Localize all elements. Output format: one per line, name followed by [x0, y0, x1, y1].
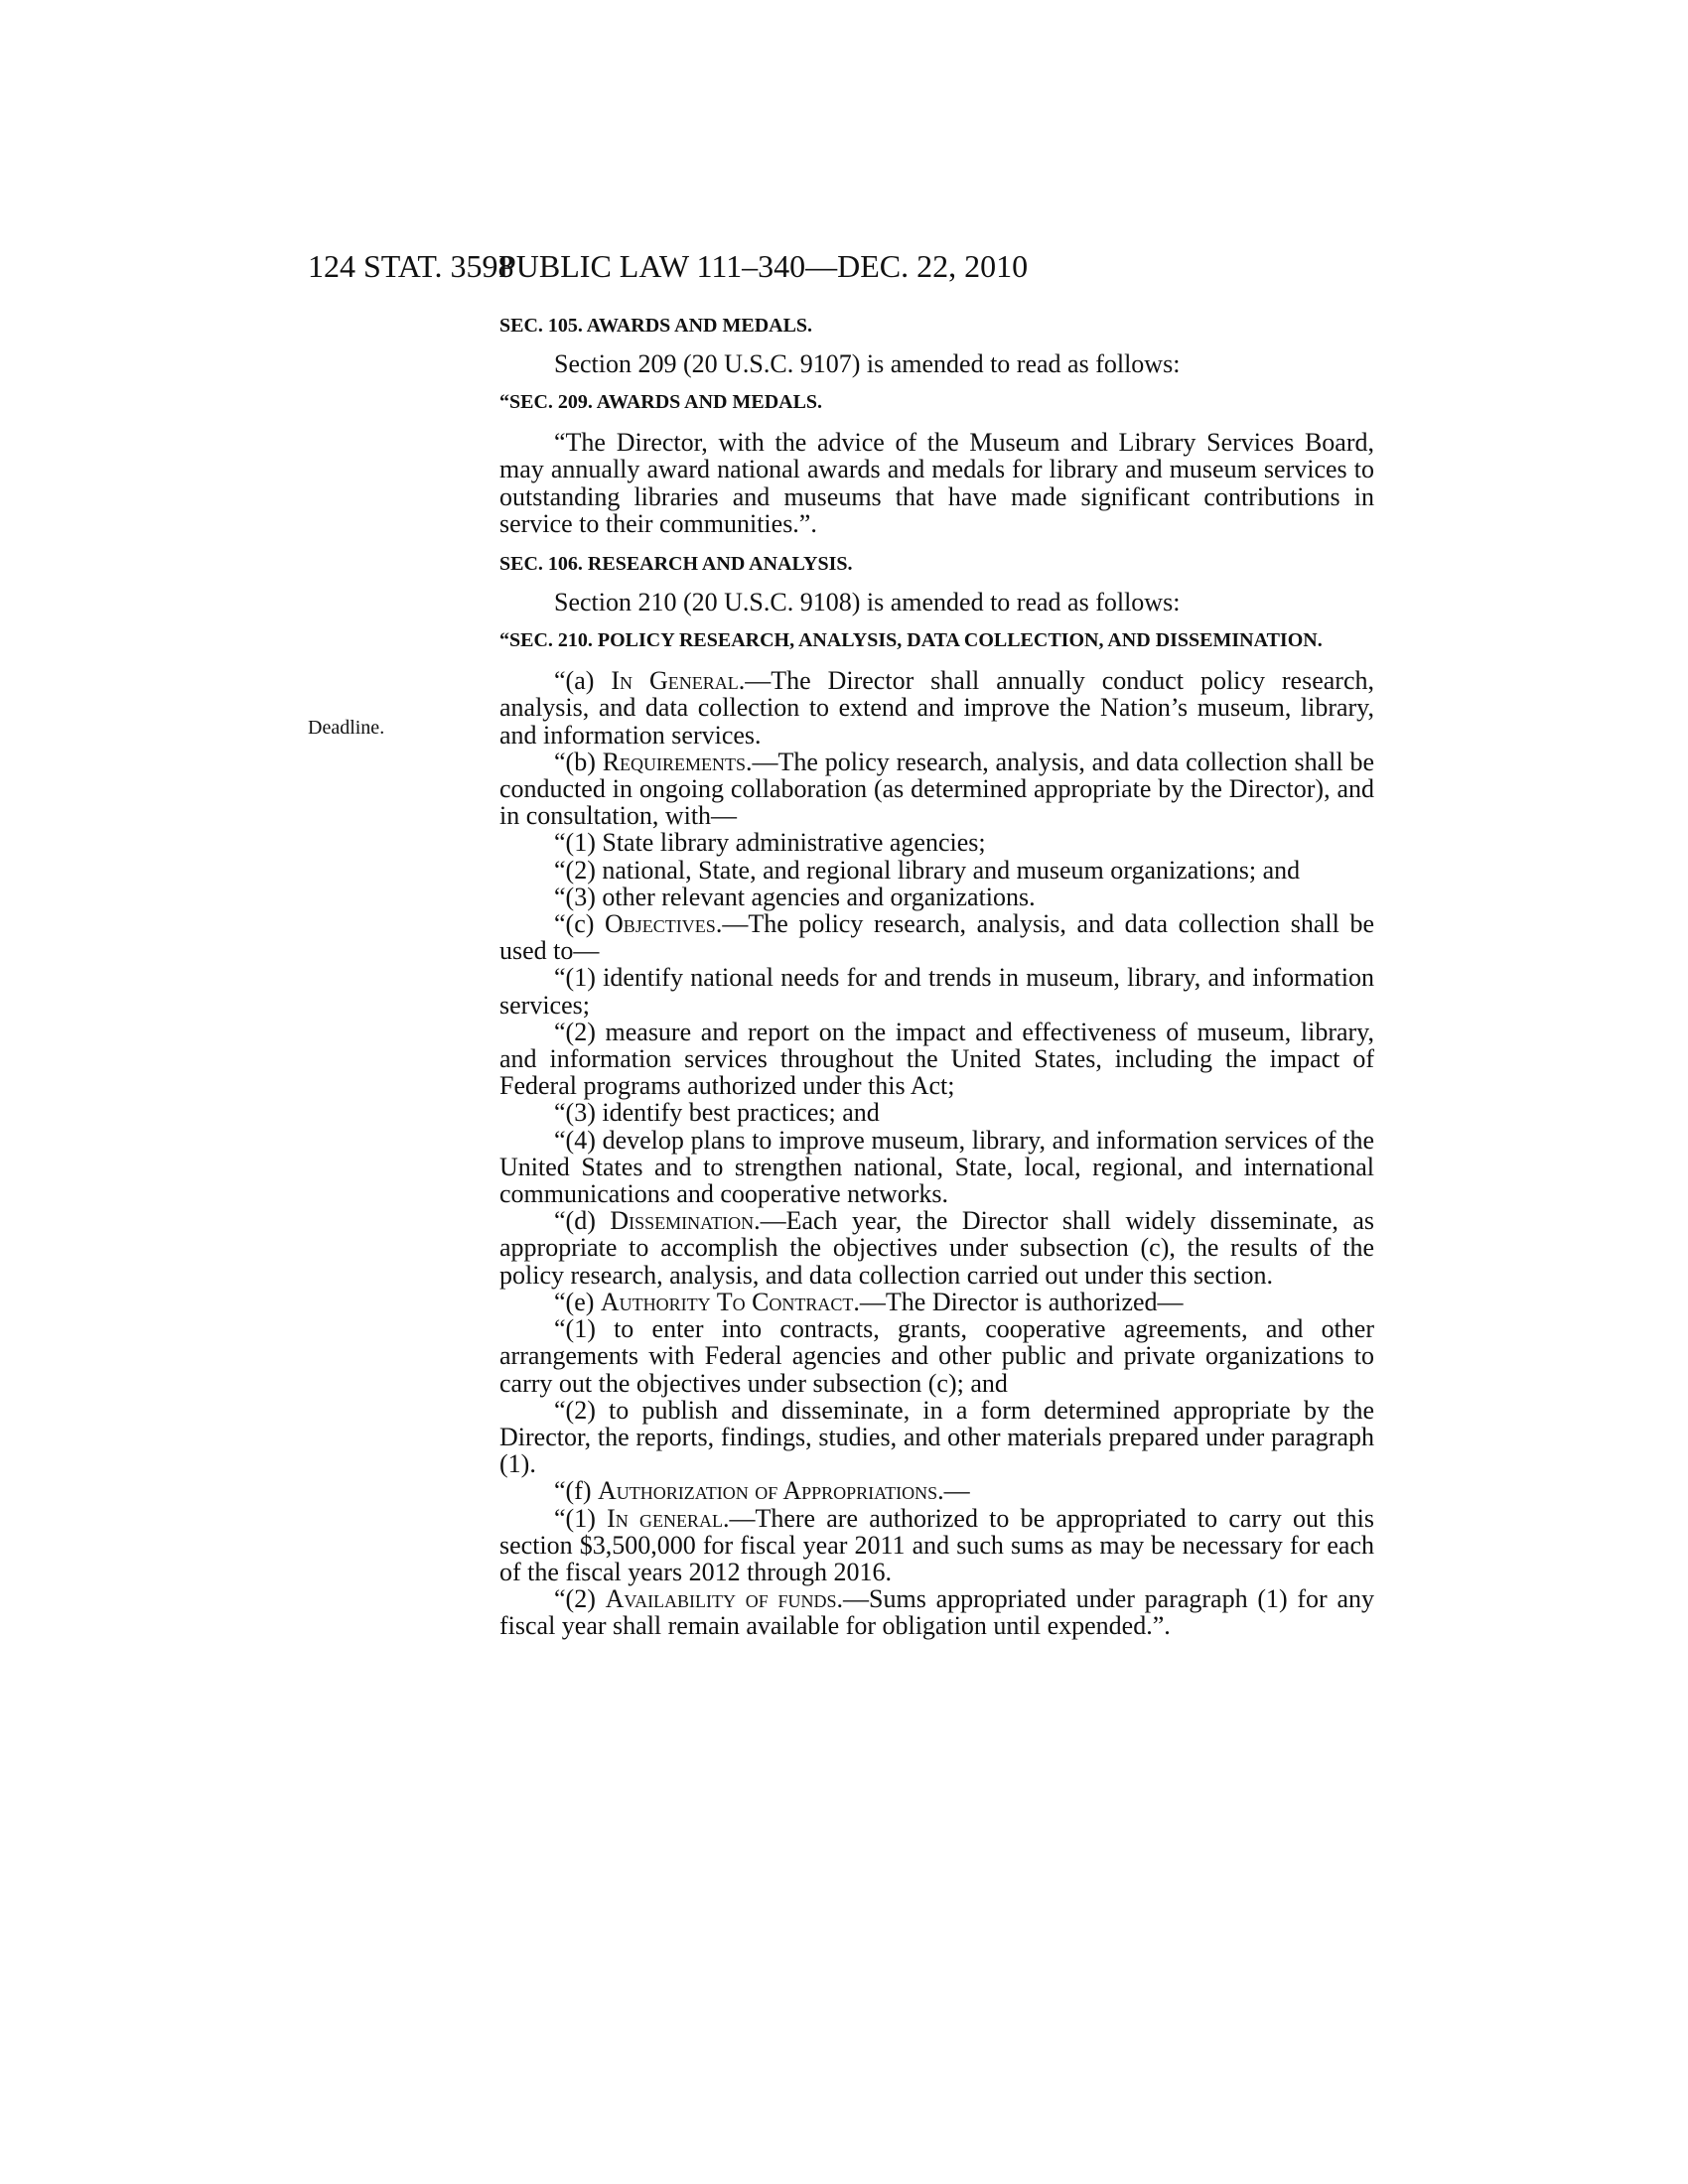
paragraph-marker: “(2) [554, 1584, 606, 1614]
statute-page-reference: 124 STAT. 3598 [308, 248, 514, 284]
section-heading: SEC. 105. AWARDS AND MEDALS. [499, 315, 813, 337]
paragraph-item: “(2) national, State, and regional library and museum organizations; and [554, 855, 1301, 885]
subsection [499, 1477, 1374, 1504]
amendment-instruction: Section 210 (20 U.S.C. 9108) is amended to read as follows: [554, 588, 1181, 617]
paragraph-item: “(3) other relevant agencies and organizations. [554, 882, 1036, 911]
running-title: PUBLIC LAW 111–340—DEC. 22, 2010 [498, 248, 1029, 284]
subsection-heading: Authorization of Appropriations [598, 1476, 938, 1506]
section-text: “The Director, with the advice of the Museum and Library Services Board, may annually award national awards and medals for library and museum services to outstanding libraries and museums that have made significant contributions in service to their communities.”. [499, 428, 1374, 538]
subsection [499, 910, 1374, 964]
subsection-heading: Objectives [605, 909, 716, 939]
subsection-marker: “(e) [554, 1287, 601, 1316]
subsection-text: .—Each year, the Director shall widely disseminate, as appropriate to accomplish the objectives under subsection (c), the results of the policy research, analysis, and data collection carried out under this section. [499, 1206, 1375, 1290]
paragraph-text: .—Sums appropriated under paragraph (1) for any fiscal year shall remain available for obligation until expended.”. [499, 1584, 1374, 1641]
paragraph-heading: Availability of funds [605, 1584, 837, 1614]
subsection-text: .—The Director is authorized— [853, 1287, 1184, 1316]
subsection [499, 1207, 1374, 1289]
paragraph-item [499, 1505, 1374, 1586]
paragraph-item [499, 1585, 1374, 1639]
paragraph-item: “(4) develop plans to improve museum, library, and information services of the United States and to strengthen national, State, local, regional, and international communications and cooperative networks. [499, 1125, 1374, 1209]
paragraph-item: “(2) measure and report on the impact and effectiveness of museum, library, and information services throughout the United States, including the impact of Federal programs authorized under this Act; [499, 1017, 1374, 1101]
section-heading: SEC. 106. RESEARCH AND ANALYSIS. [499, 553, 853, 576]
subsection-heading: Authority To Contract [600, 1287, 854, 1316]
subsection-marker: “(c) [554, 909, 606, 939]
subsection [499, 667, 1374, 749]
paragraph-item: “(1) identify national needs for and trends in museum, library, and information services; [499, 963, 1374, 1020]
paragraph-item: “(3) identify best practices; and [554, 1098, 880, 1128]
margin-note: Deadline. [308, 717, 385, 739]
statute-body [499, 313, 1374, 1640]
paragraph-marker: “(1) [554, 1503, 608, 1533]
paragraph-text: .—There are authorized to be appropriated to carry out this section $3,500,000 for fiscal year 2011 and such sums as may be necessary for each of the fiscal years 2012 through 2016. [499, 1503, 1374, 1586]
paragraph-item: “(1) State library administrative agencies; [554, 828, 986, 858]
subsection [499, 749, 1374, 830]
subsection-text: .—The policy research, analysis, and data collection shall be used to— [499, 909, 1374, 966]
paragraph-item: “(2) to publish and disseminate, in a form determined appropriate by the Director, the reports, findings, studies, and other materials prepared under paragraph (1). [499, 1395, 1374, 1479]
subsection [499, 1289, 1374, 1315]
subsection-heading: Requirements [602, 747, 747, 776]
subsection-heading: Dissemination [610, 1206, 755, 1236]
paragraph-heading: In general [607, 1503, 723, 1533]
subsection-text: .—The Director shall annually conduct policy research, analysis, and data collection to extend and improve the Nation’s museum, library, and information services. [499, 666, 1374, 750]
amendment-instruction: Section 209 (20 U.S.C. 9107) is amended to read as follows: [554, 349, 1181, 378]
subsection-text: .—The policy research, analysis, and data collection shall be conducted in ongoing collaboration (as determined appropriate by the Director), and in consultation, with— [499, 747, 1374, 831]
subsection-marker: “(d) [554, 1206, 611, 1236]
page-header [0, 246, 1688, 286]
section-heading: “SEC. 210. POLICY RESEARCH, ANALYSIS, DATA COLLECTION, AND DISSEMINATION. [499, 629, 1323, 652]
subsection-text: .— [937, 1476, 970, 1506]
subsection-marker: “(b) [554, 747, 603, 776]
section-heading: “SEC. 209. AWARDS AND MEDALS. [499, 391, 823, 414]
paragraph-item: “(1) to enter into contracts, grants, cooperative agreements, and other arrangements with Federal agencies and other public and private organizations to carry out the objectives under subsection (c); and [499, 1314, 1374, 1398]
subsection-marker: “(a) [554, 666, 612, 696]
subsection-heading: In General [611, 666, 739, 696]
subsection-marker: “(f) [554, 1476, 599, 1506]
